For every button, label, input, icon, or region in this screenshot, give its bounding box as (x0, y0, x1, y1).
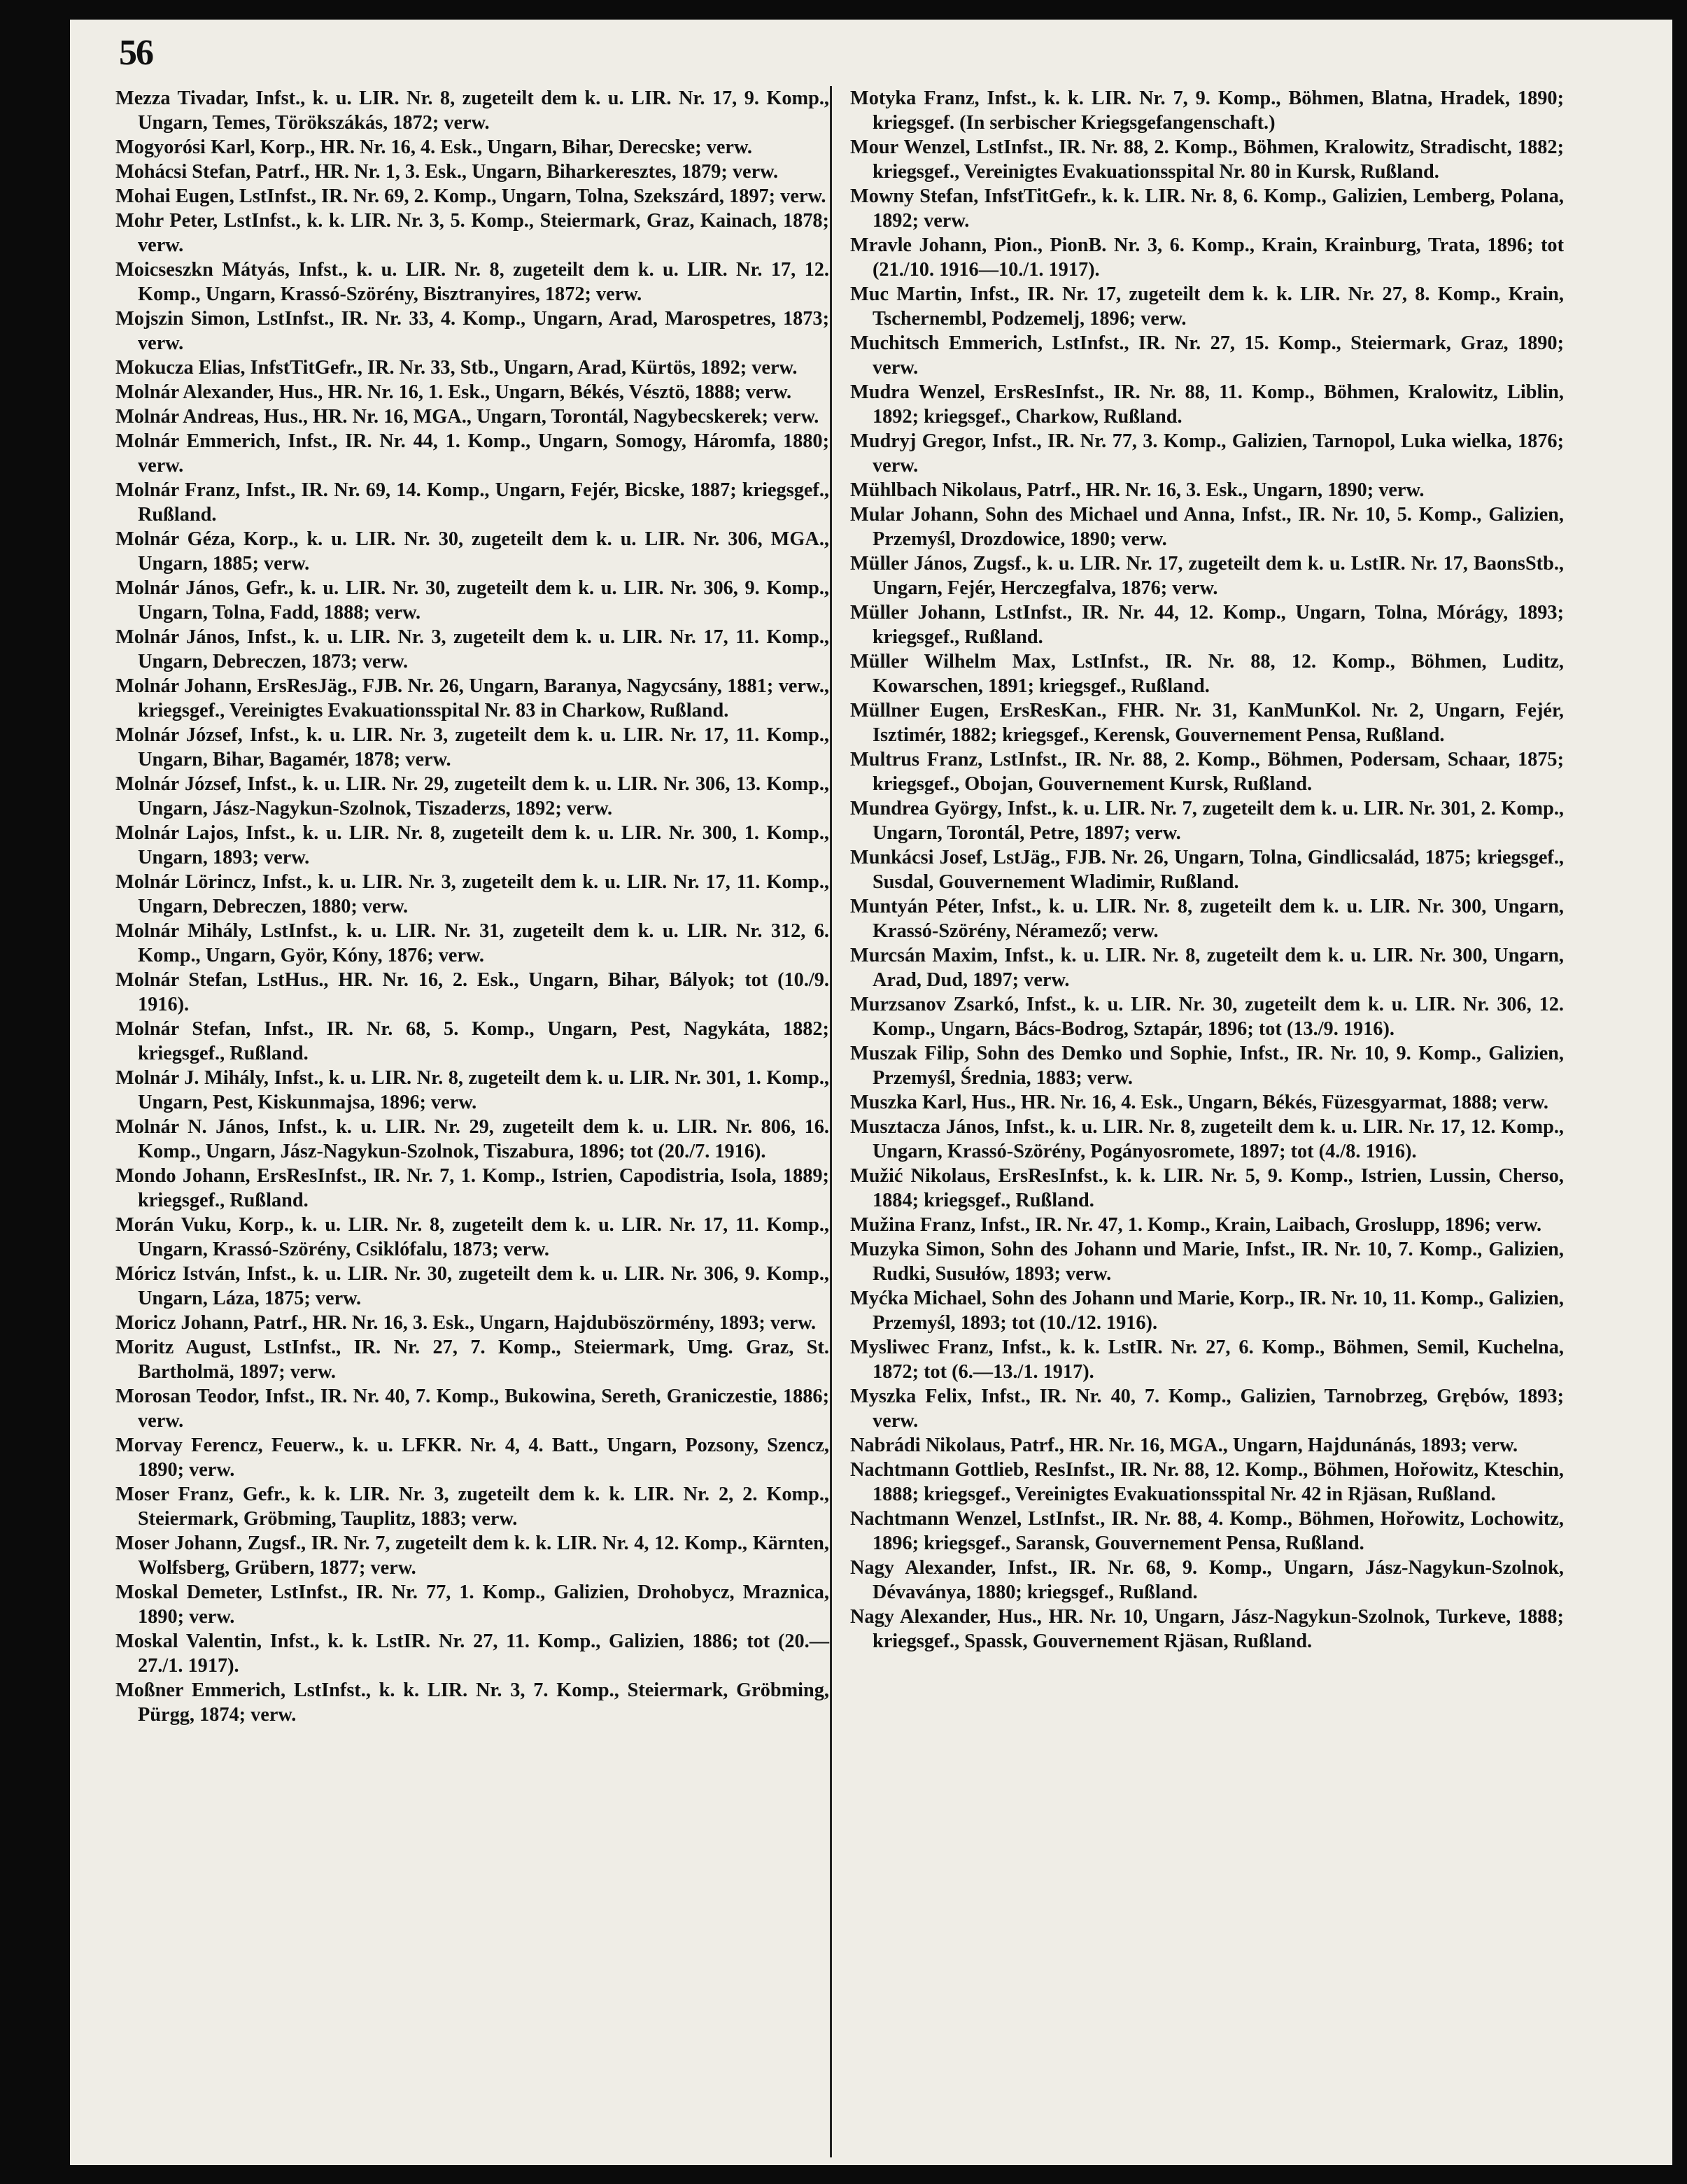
entry-details: Infst., k. u. LIR. Nr. 29, zugeteilt dem k. u. LIR. Nr. 306, 13. Komp., Ungarn, Jász-Nagykun-Szolnok, Tiszaderzs, 1892; verw. (138, 773, 830, 819)
list-entry (850, 600, 1564, 649)
list-entry (115, 135, 829, 160)
entry-name: Musztacza János, (850, 1116, 1000, 1138)
entry-details: Infst., IR. Nr. 44, 1. Komp., Ungarn, Somogy, Háromfa, 1880; verw. (138, 430, 829, 477)
entry-name: Mojszin Simon, (115, 308, 250, 330)
entry-name: Moser Franz, (115, 1484, 234, 1505)
entry-details: Infst., k. u. LIR. Nr. 8, zugeteilt dem k. u. LIR. Nr. 300, 1. Komp., Ungarn, 1893; verw. (138, 822, 829, 868)
entry-details: Infst., k. u. LIR. Nr. 8, zugeteilt dem k. u. LIR. Nr. 301, 1. Komp., Ungarn, Pest, Kiskunmajsa, 1896; verw. (138, 1067, 829, 1113)
entry-name: Mühlbach Nikolaus, (850, 479, 1022, 501)
entry-name: Mondo Johann, (115, 1165, 250, 1187)
entry-name: Murzsanov Zsarkó, (850, 994, 1019, 1015)
list-entry (115, 355, 829, 380)
entry-details: LstInfst., IR. Nr. 27, 15. Komp., Steiermark, Graz, 1890; verw. (873, 332, 1564, 379)
entry-name: Moicseszkn Mátyás, (115, 259, 290, 281)
entry-details: LstInfst., IR. Nr. 88, 2. Komp., Böhmen, Kralowitz, Stradischt, 1882; kriegsgef., Vereinigtes Evakuationsspital Nr. 80 in Kursk, Rußland. (873, 136, 1564, 183)
list-entry (115, 674, 829, 723)
entry-details: Korp., k. u. LIR. Nr. 8, zugeteilt dem k. u. LIR. Nr. 17, 11. Komp., Ungarn, Krassó-Szörény, Csiklófalu, 1873; verw. (138, 1214, 829, 1260)
list-entry (115, 1482, 829, 1531)
list-entry (115, 1164, 829, 1213)
entry-name: Mohácsi Stefan, (115, 161, 251, 183)
entry-name: Müllner Eugen, (850, 700, 989, 721)
list-entry (115, 1017, 829, 1066)
entry-details: LstInfst., IR. Nr. 88, 12. Komp., Böhmen, Luditz, Kowarschen, 1891; kriegsgef., Rußland. (873, 651, 1565, 697)
entry-name: Motyka Franz, (850, 87, 980, 109)
entry-name: Molnár János, (115, 626, 240, 648)
list-entry (850, 233, 1564, 282)
entry-name: Molnár József, (115, 724, 243, 746)
entry-details: LstJäg., FJB. Nr. 26, Ungarn, Tolna, Gindlicsalád, 1875; kriegsgef., Susdal, Gouvernement Wladimir, Rußland. (873, 847, 1564, 893)
entry-details: LstInfst., k. u. LIR. Nr. 31, zugeteilt dem k. u. LIR. Nr. 312, 6. Komp., Ungarn, Györ, Kóny, 1876; verw. (138, 920, 829, 966)
entry-details: Zugsf., k. u. LIR. Nr. 17, zugeteilt dem k. u. LstIR. Nr. 17, BaonsStb., Ungarn, Fejér, Herczegfalva, 1876; verw. (873, 553, 1564, 599)
entry-name: Myszka Felix, (850, 1386, 973, 1407)
list-entry (115, 380, 829, 404)
entry-name: Molnár Alexander, (115, 381, 274, 403)
entry-name: Mowny Stefan, (850, 185, 979, 207)
list-entry (850, 747, 1564, 796)
entry-details: LstInfst., IR. Nr. 69, 2. Komp., Ungarn, Tolna, Szekszárd, 1897; verw. (234, 185, 826, 207)
list-entry (115, 1115, 829, 1164)
document-page (70, 20, 1672, 2165)
entry-details: LstInfst., IR. Nr. 88, 2. Komp., Böhmen, Podersam, Schaar, 1875; kriegsgef., Obojan, Gouvernement Kursk, Rußland. (873, 749, 1564, 795)
list-entry (850, 1433, 1564, 1458)
list-entry (115, 1678, 829, 1727)
entry-details: Infst., k. u. LIR. Nr. 29, zugeteilt dem k. u. LIR. Nr. 806, 16. Komp., Ungarn, Jász-Nagykun-Szolnok, Tiszabura, 1896; tot (20./7. 1916). (138, 1116, 829, 1162)
list-entry (115, 870, 829, 919)
entry-name: Muntyán Péter, (850, 896, 984, 917)
entry-details: Infst., IR. Nr. 68, 9. Komp., Ungarn, Jász-Nagykun-Szolnok, Dévaványa, 1880; kriegsgef., Rußland. (873, 1557, 1564, 1603)
entry-details: LstInfst., k. k. LIR. Nr. 3, 7. Komp., Steiermark, Gröbming, Pürgg, 1874; verw. (138, 1679, 829, 1726)
entry-details: InfstTitGefr., IR. Nr. 33, Stb., Ungarn, Arad, Kürtös, 1892; verw. (245, 357, 798, 379)
entry-details: Sohn des Johann und Marie, Infst., IR. Nr. 10, 7. Komp., Galizien, Rudki, Susułów, 1893; verw. (873, 1239, 1564, 1285)
entry-details: Patrf., HR. Nr. 16, 3. Esk., Ungarn, 1890; verw. (1022, 479, 1425, 501)
entry-details: Hus., HR. Nr. 10, Ungarn, Jász-Nagykun-Szolnok, Turkeve, 1888; kriegsgef., Spassk, Gouvernement Rjäsan, Rußland. (873, 1606, 1564, 1652)
entry-details: Infst., k. u. LIR. Nr. 8, zugeteilt dem k. u. LIR. Nr. 17, 9. Komp., Ungarn, Temes, Törökszákás, 1872; verw. (138, 87, 829, 134)
entry-name: Molnár Stefan, (115, 969, 248, 991)
list-entry (115, 184, 829, 209)
list-entry (850, 1237, 1564, 1286)
list-entry (115, 209, 829, 258)
list-entry (115, 919, 829, 968)
list-entry (850, 992, 1564, 1041)
entry-name: Molnár Géza, (115, 528, 235, 550)
entry-name: Mohr Peter, (115, 210, 218, 232)
list-entry (850, 331, 1564, 380)
entry-details: Sohn des Johann und Marie, Korp., IR. Nr. 10, 11. Komp., Galizien, Przemyśl, 1893; tot (10./12. 1916). (873, 1288, 1564, 1334)
entry-name: Molnár János, (115, 577, 239, 599)
list-entry (115, 527, 829, 576)
list-entry (850, 429, 1564, 478)
list-entry (115, 625, 829, 674)
entry-details: Infst., k. u. LIR. Nr. 3, zugeteilt dem k. u. LIR. Nr. 17, 11. Komp., Ungarn, Bihar, Bagamér, 1878; verw. (138, 724, 829, 770)
entry-name: Muchitsch Emmerich, (850, 332, 1043, 354)
entry-details: ErsResInfst., k. k. LIR. Nr. 5, 9. Komp., Istrien, Lussin, Cherso, 1884; kriegsgef., Rußland. (873, 1165, 1564, 1211)
list-entry (850, 1507, 1564, 1556)
entry-name: Molnár J. Mihály, (115, 1067, 269, 1089)
list-entry (115, 723, 829, 772)
entry-name: Mohai Eugen, (115, 185, 234, 207)
entry-details: Infst., k. k. LstIR. Nr. 27, 6. Komp., Böhmen, Semil, Kuchelna, 1872; tot (6.—13./1. 1917). (873, 1337, 1564, 1383)
entry-name: Moskal Valentin, (115, 1630, 262, 1652)
entry-name: Myćka Michael, (850, 1288, 987, 1309)
list-entry (850, 1164, 1564, 1213)
entry-details: Gefr., k. k. LIR. Nr. 3, zugeteilt dem k. k. LIR. Nr. 2, 2. Komp., Steiermark, Gröbming, Tauplitz, 1883; verw. (138, 1484, 829, 1530)
entry-details: Pion., PionB. Nr. 3, 6. Komp., Krain, Krainburg, Trata, 1896; tot (21./10. 1916—10./1. 1917). (873, 234, 1564, 281)
entry-details: InfstTitGefr., k. k. LIR. Nr. 8, 6. Komp., Galizien, Lemberg, Polana, 1892; verw. (873, 185, 1565, 232)
entry-details: Infst., k. u. LIR. Nr. 8, zugeteilt dem k. u. LIR. Nr. 17, 12. Komp., Ungarn, Krassó-Szörény, Pogányosromete, 1897; tot (4./8. 1916). (873, 1116, 1565, 1162)
entry-details: Infst., k. u. LIR. Nr. 8, zugeteilt dem k. u. LIR. Nr. 300, Ungarn, Arad, Dud, 1897; verw. (873, 945, 1564, 991)
entry-name: Nachtmann Gottlieb, (850, 1459, 1029, 1481)
right-column (850, 86, 1564, 1654)
list-entry (115, 1384, 829, 1433)
column-divider (830, 86, 832, 2157)
entry-name: Moritz August, (115, 1337, 251, 1358)
entry-details: Infst., IR. Nr. 77, 3. Komp., Galizien, Tarnopol, Luka wielka, 1876; verw. (873, 430, 1564, 477)
entry-details: Infst., k. u. LIR. Nr. 8, zugeteilt dem k. u. LIR. Nr. 17, 12. Komp., Ungarn, Krassó-Szörény, Bisztranyires, 1872; verw. (138, 259, 829, 305)
entry-name: Müller Wilhelm Max, (850, 651, 1056, 672)
entry-details: LstInfst., IR. Nr. 33, 4. Komp., Ungarn, Arad, Marospetres, 1873; verw. (138, 308, 830, 354)
entry-name: Müller János, (850, 553, 968, 575)
list-entry (850, 1605, 1564, 1654)
entry-details: Infst., IR. Nr. 69, 14. Komp., Ungarn, Fejér, Bicske, 1887; kriegsgef., Rußland. (138, 479, 830, 526)
entry-details: ResInfst., IR. Nr. 88, 12. Komp., Böhmen, Hořowitz, Kteschin, 1888; kriegsgef., Vereinigtes Evakuationsspital Nr. 42 in Rjäsan, Rußland. (873, 1459, 1564, 1505)
list-entry (115, 404, 829, 429)
list-entry (850, 894, 1564, 943)
entry-name: Mysliwec Franz, (850, 1337, 994, 1358)
entry-name: Muzyka Simon, (850, 1239, 985, 1260)
list-entry (115, 821, 829, 870)
entry-name: Nachtmann Wenzel, (850, 1508, 1022, 1530)
list-entry (115, 1531, 829, 1580)
list-entry (115, 160, 829, 184)
list-entry (850, 1090, 1564, 1115)
entry-name: Mogyorósi Karl, (115, 136, 255, 158)
entry-details: Infst., k. u. LIR. Nr. 3, zugeteilt dem k. u. LIR. Nr. 17, 11. Komp., Ungarn, Debreczen, 1873; verw. (138, 626, 830, 672)
entry-name: Munkácsi Josef, (850, 847, 988, 868)
entry-details: LstInfst., IR. Nr. 77, 1. Komp., Galizien, Drohobycz, Mraznica, 1890; verw. (138, 1581, 829, 1628)
list-entry (115, 478, 829, 527)
entry-name: Mour Wenzel, (850, 136, 970, 158)
list-entry (850, 135, 1564, 184)
entry-details: LstInfst., IR. Nr. 88, 4. Komp., Böhmen, Hořowitz, Lochowitz, 1896; kriegsgef., Saransk, Gouvernement Pensa, Rußland. (873, 1508, 1564, 1554)
entry-name: Mravle Johann, (850, 234, 987, 256)
entry-details: LstInfst., IR. Nr. 44, 12. Komp., Ungarn, Tolna, Mórágy, 1893; kriegsgef., Rußland. (873, 602, 1564, 648)
entry-name: Mular Johann, (850, 504, 979, 526)
entry-details: Patrf., HR. Nr. 16, MGA., Ungarn, Hajdunánás, 1893; verw. (1005, 1435, 1518, 1456)
list-entry (115, 1580, 829, 1629)
list-entry (115, 1335, 829, 1384)
list-entry (115, 1262, 829, 1311)
entry-name: Morán Vuku, (115, 1214, 232, 1236)
list-entry (115, 429, 829, 478)
entry-details: Hus., HR. Nr. 16, 4. Esk., Ungarn, Békés, Füzesgyarmat, 1888; verw. (966, 1092, 1548, 1113)
entry-details: Infst., k. k. LstIR. Nr. 27, 11. Komp., Galizien, 1886; tot (20.—27./1. 1917). (138, 1630, 829, 1677)
list-entry (850, 282, 1564, 331)
entry-details: Infst., k. u. LIR. Nr. 30, zugeteilt dem k. u. LIR. Nr. 306, 12. Komp., Ungarn, Bács-Bodrog, Sztapár, 1896; tot (13./9. 1916). (873, 994, 1564, 1040)
list-entry (850, 698, 1564, 747)
entry-name: Molnár N. János, (115, 1116, 269, 1138)
list-entry (115, 307, 829, 355)
entry-name: Molnár Andreas, (115, 406, 259, 428)
list-entry (850, 478, 1564, 502)
entry-name: Morosan Teodor, (115, 1386, 260, 1407)
entry-name: Molnár Stefan, (115, 1018, 251, 1040)
entry-name: Molnár Mihály, (115, 920, 253, 942)
entry-details: Feuerw., k. u. LFKR. Nr. 4, 4. Batt., Ungarn, Pozsony, Szencz, 1890; verw. (138, 1435, 829, 1481)
entry-details: ErsResInfst., IR. Nr. 88, 11. Komp., Böhmen, Kralowitz, Liblin, 1892; kriegsgef., Charkow, Rußland. (873, 381, 1564, 428)
list-entry (115, 1066, 829, 1115)
entry-name: Muc Martin, (850, 283, 962, 305)
entry-name: Mudryj Gregor, (850, 430, 987, 452)
list-entry (115, 1213, 829, 1262)
page-number: 56 (119, 33, 153, 73)
entry-details: Hus., HR. Nr. 16, 1. Esk., Ungarn, Békés, Vésztö, 1888; verw. (274, 381, 792, 403)
entry-details: Infst., k. u. LIR. Nr. 7, zugeteilt dem k. u. LIR. Nr. 301, 2. Komp., Ungarn, Torontál, Petre, 1897; verw. (873, 798, 1564, 844)
entry-details: Zugsf., IR. Nr. 7, zugeteilt dem k. k. LIR. Nr. 4, 12. Komp., Kärnten, Wolfsberg, Grübern, 1877; verw. (138, 1533, 829, 1579)
list-entry (115, 86, 829, 135)
list-entry (850, 1384, 1564, 1433)
entry-details: Hus., HR. Nr. 16, MGA., Ungarn, Torontál, Nagybecskerek; verw. (258, 406, 819, 428)
entry-name: Molnár József, (115, 773, 241, 795)
entry-name: Mokucza Elias, (115, 357, 246, 379)
entry-details: Infst., k. k. LIR. Nr. 7, 9. Komp., Böhmen, Blatna, Hradek, 1890; kriegsgef. (In serbischer Kriegsgefangenschaft.) (873, 87, 1564, 134)
entry-details: LstInfst., IR. Nr. 27, 7. Komp., Steiermark, Umg. Graz, St. Bartholmä, 1897; verw. (138, 1337, 830, 1383)
entry-name: Morvay Ferencz, (115, 1435, 263, 1456)
list-entry (850, 502, 1564, 551)
list-entry (115, 1629, 829, 1678)
entry-details: Infst., k. u. LIR. Nr. 8, zugeteilt dem k. u. LIR. Nr. 300, Ungarn, Krassó-Szörény, Néramező; verw. (873, 896, 1565, 942)
entry-name: Molnár Lörincz, (115, 871, 256, 893)
list-entry (115, 258, 829, 307)
entry-name: Müller Johann, (850, 602, 986, 624)
entry-name: Molnár Johann, (115, 675, 252, 697)
list-entry (115, 772, 829, 821)
entry-name: Molnár Franz, (115, 479, 241, 501)
entry-name: Mužina Franz, (850, 1214, 976, 1236)
entry-name: Multrus Franz, (850, 749, 983, 770)
entry-details: LstInfst., k. k. LIR. Nr. 3, 5. Komp., Steiermark, Graz, Kainach, 1878; verw. (138, 210, 829, 256)
list-entry (850, 796, 1564, 845)
list-entry (850, 845, 1564, 894)
list-entry (850, 1041, 1564, 1090)
entry-name: Moskal Demeter, (115, 1581, 262, 1603)
entry-name: Nabrádi Nikolaus, (850, 1435, 1005, 1456)
entry-name: Nagy Alexander, (850, 1557, 996, 1579)
entry-details: Sohn des Michael und Anna, Infst., IR. Nr. 10, 5. Komp., Galizien, Przemyśl, Drozdowice, 1890; verw. (873, 504, 1564, 550)
entry-name: Moser Johann, (115, 1533, 242, 1554)
list-entry (115, 1311, 829, 1335)
entry-details: Gefr., k. u. LIR. Nr. 30, zugeteilt dem k. u. LIR. Nr. 306, 9. Komp., Ungarn, Tolna, Fadd, 1888; verw. (138, 577, 829, 624)
entry-details: ErsResKan., FHR. Nr. 31, KanMunKol. Nr. 2, Ungarn, Fejér, Isztimér, 1882; kriegsgef., Kerensk, Gouvernement Pensa, Rußland. (873, 700, 1564, 746)
list-entry (115, 576, 829, 625)
entry-name: Murcsán Maxim, (850, 945, 998, 966)
list-entry (850, 1115, 1564, 1164)
entry-name: Mudra Wenzel, (850, 381, 985, 403)
entry-name: Mužić Nikolaus, (850, 1165, 991, 1187)
list-entry (850, 1213, 1564, 1237)
entry-name: Moßner Emmerich, (115, 1679, 286, 1701)
entry-details: LstHus., HR. Nr. 16, 2. Esk., Ungarn, Bihar, Bályok; tot (10./9. 1916). (138, 969, 829, 1015)
entry-details: Infst., IR. Nr. 47, 1. Komp., Krain, Laibach, Groslupp, 1896; verw. (975, 1214, 1542, 1236)
list-entry (850, 1335, 1564, 1384)
entry-name: Muszka Karl, (850, 1092, 967, 1113)
entry-details: Infst., IR. Nr. 40, 7. Komp., Galizien, Tarnobrzeg, Grębów, 1893; verw. (873, 1386, 1564, 1432)
entry-details: Infst., k. u. LIR. Nr. 30, zugeteilt dem k. u. LIR. Nr. 306, 9. Komp., Ungarn, Láza, 1875; verw. (138, 1263, 829, 1309)
list-entry (850, 86, 1564, 135)
entry-details: Sohn des Demko und Sophie, Infst., IR. Nr. 10, 9. Komp., Galizien, Przemyśl, Średnia, 1883; verw. (873, 1043, 1564, 1089)
entry-details: Infst., IR. Nr. 68, 5. Komp., Ungarn, Pest, Nagykáta, 1882; kriegsgef., Rußland. (138, 1018, 829, 1064)
entry-details: Infst., k. u. LIR. Nr. 3, zugeteilt dem k. u. LIR. Nr. 17, 11. Komp., Ungarn, Debreczen, 1880; verw. (138, 871, 829, 917)
list-entry (850, 1556, 1564, 1605)
entry-name: Moricz Johann, (115, 1312, 249, 1334)
entry-name: Molnár Emmerich, (115, 430, 281, 452)
entry-details: Patrf., HR. Nr. 16, 3. Esk., Ungarn, Hajduböszörmény, 1893; verw. (248, 1312, 817, 1334)
list-entry (850, 943, 1564, 992)
entry-name: Mundrea György, (850, 798, 1003, 819)
entry-name: Molnár Lajos, (115, 822, 239, 844)
entry-details: Korp., k. u. LIR. Nr. 30, zugeteilt dem k. u. LIR. Nr. 306, MGA., Ungarn, 1885; verw. (138, 528, 829, 575)
entry-details: Korp., HR. Nr. 16, 4. Esk., Ungarn, Bihar, Derecske; verw. (255, 136, 752, 158)
list-entry (850, 1286, 1564, 1335)
left-column (115, 86, 829, 1727)
entry-details: Infst., IR. Nr. 40, 7. Komp., Bukowina, Sereth, Graniczestie, 1886; verw. (138, 1386, 829, 1432)
list-entry (850, 380, 1564, 429)
entry-details: Patrf., HR. Nr. 1, 3. Esk., Ungarn, Biharkeresztes, 1879; verw. (250, 161, 779, 183)
list-entry (850, 649, 1564, 698)
list-entry (850, 551, 1564, 600)
entry-name: Mezza Tivadar, (115, 87, 248, 109)
list-entry (850, 184, 1564, 233)
entry-name: Móricz István, (115, 1263, 241, 1285)
entry-details: Infst., IR. Nr. 17, zugeteilt dem k. k. LIR. Nr. 27, 8. Komp., Krain, Tschernembl, Podzemelj, 1896; verw. (873, 283, 1564, 330)
entry-name: Nagy Alexander, (850, 1606, 991, 1628)
entry-details: ErsResInfst., IR. Nr. 7, 1. Komp., Istrien, Capodistria, Isola, 1889; kriegsgef., Rußland. (138, 1165, 829, 1211)
entry-name: Muszak Filip, (850, 1043, 970, 1064)
entry-details: ErsResJäg., FJB. Nr. 26, Ungarn, Baranya, Nagycsány, 1881; verw., kriegsgef., Vereinigtes Evakuationsspital Nr. 83 in Charkow, Rußland. (138, 675, 829, 721)
list-entry (115, 1433, 829, 1482)
list-entry (850, 1458, 1564, 1507)
list-entry (115, 968, 829, 1017)
